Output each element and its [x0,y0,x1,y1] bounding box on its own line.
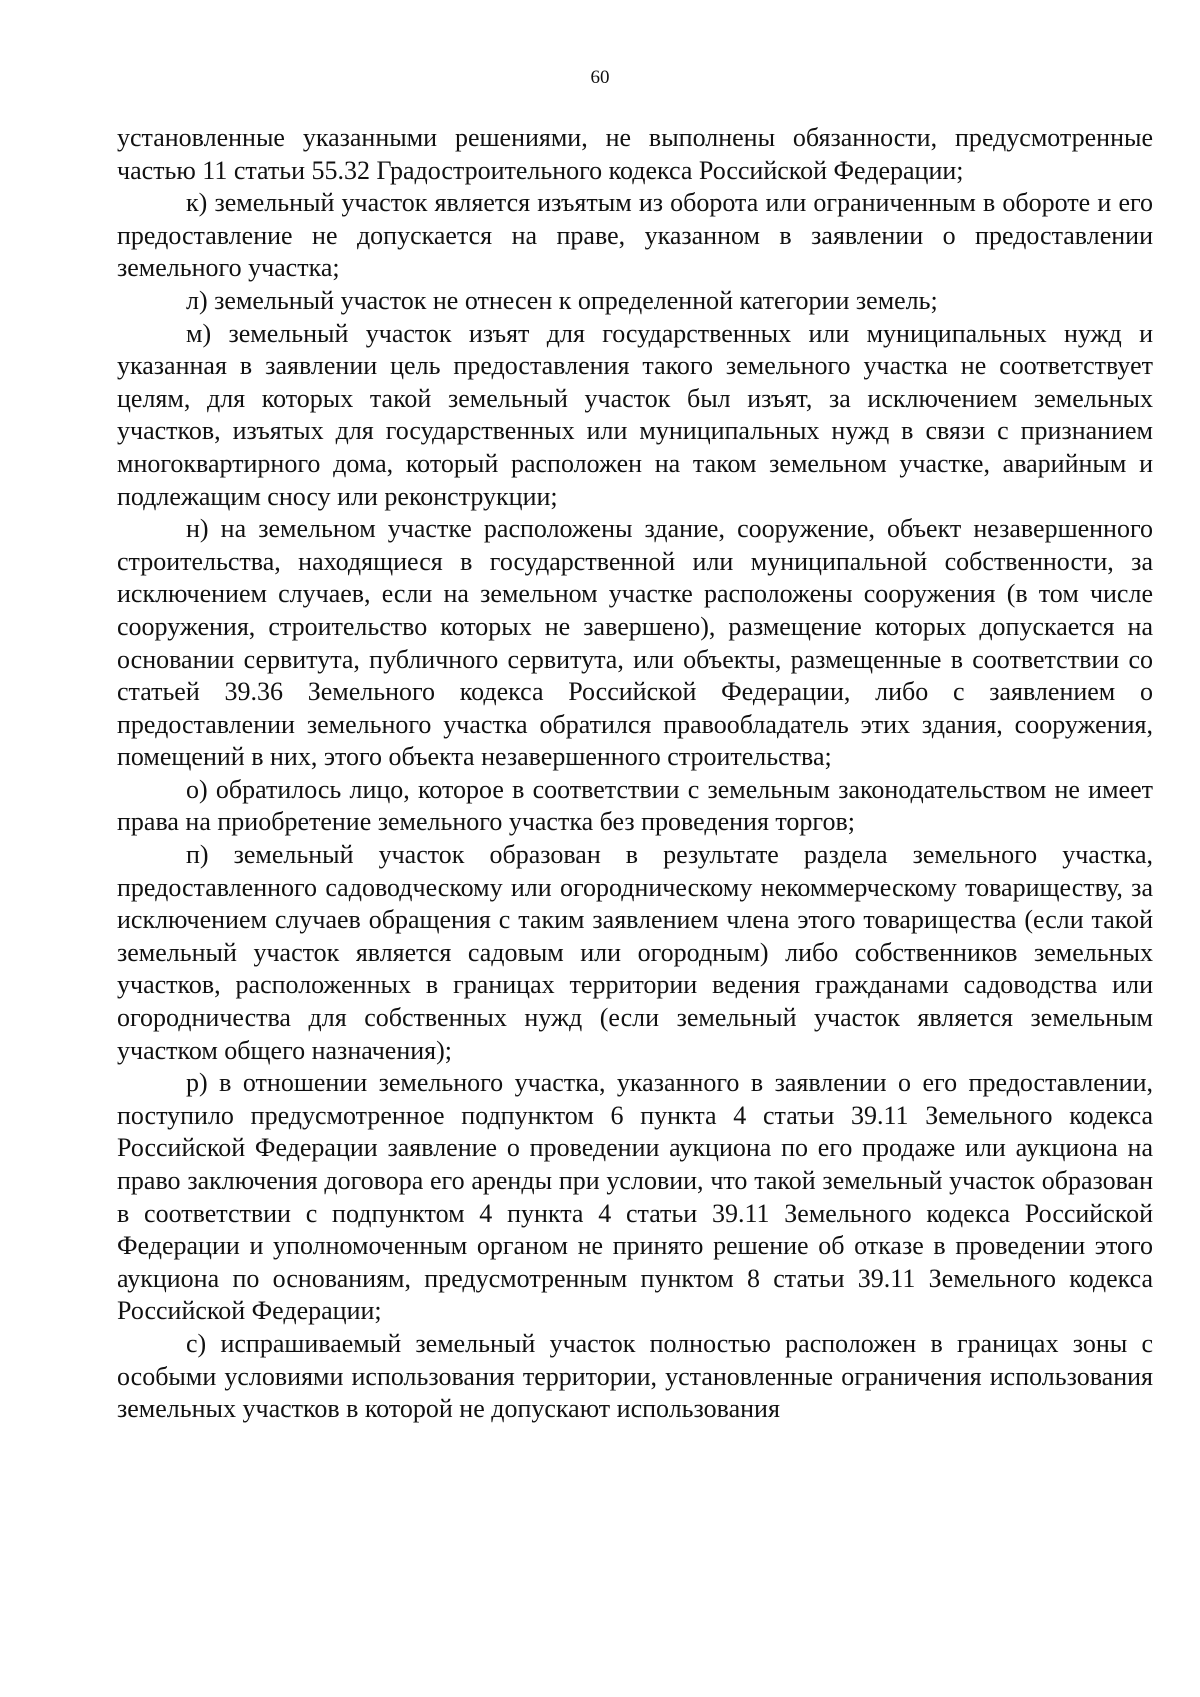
paragraph-item-p: п) земельный участок образован в результате раздела земельного участка, предоставленного садоводческому или огородническому некоммерческому товариществу, за исключением случаев обращения с таким заявлением члена этого товарищества (если такой земельный участок является садовым или огородным) либо собственников земельных участков, расположенных в границах территории ведения гражданами садоводства или огородничества для собственных нужд (если земельный участок является земельным участком общего назначения); [117,840,1153,1065]
paragraph-item-s: с) испрашиваемый земельный участок полностью расположен в границах зоны с особыми условиями использования территории, установленные ограничения использования земельных участков в которой не допускают использования [117,1328,1153,1424]
paragraph-item-l: л) земельный участок не отнесен к определенной категории земель; [186,285,938,315]
paragraph-item-m: м) земельный участок изъят для государственных или муниципальных нужд и указанная в заявлении цель предоставления такого земельного участка не соответствует целям, для которых такой земельный участок был изъят, за исключением земельных участков, изъятых для государственных или муниципальных нужд в связи с признанием многоквартирного дома, который расположен на таком земельном участке, аварийным и подлежащим сносу или реконструкции; [117,318,1153,511]
paragraph-item-k: к) земельный участок является изъятым из оборота или ограниченным в обороте и его предоставление не допускается на праве, указанном в заявлении о предоставлении земельного участка; [117,188,1153,283]
paragraph-continuation: установленные указанными решениями, не выполнены обязанности, предусмотренные частью 11 статьи 55.32 Градостроительного кодекса Российской Федерации; [117,123,1153,185]
paragraph-item-r: р) в отношении земельного участка, указанного в заявлении о его предоставлении, поступило предусмотренное подпунктом 6 пункта 4 статьи 39.11 Земельного кодекса Российской Федерации заявление о проведении аукциона по его продаже или аукциона на право заключения договора его аренды при условии, что такой земельный участок образован в соответствии с подпунктом 4 пункта 4 статьи 39.11 Земельного кодекса Российской Федерации и уполномоченным органом не принято решение об отказе в проведении этого аукциона по основаниям, предусмотренным пунктом 8 статьи 39.11 Земельного кодекса Российской Федерации; [117,1068,1153,1326]
paragraph-item-n: н) на земельном участке расположены здание, сооружение, объект незавершенного строительства, находящиеся в государственной или муниципальной собственности, за исключением случаев, если на земельном участке расположены сооружения (в том числе сооружения, строительство которых не завершено), размещение которых допускается на основании сервитута, публичного сервитута, или объекты, размещенные в соответствии со статьей 39.36 Земельного кодекса Российской Федерации, либо с заявлением о предоставлении земельного участка обратился правообладатель этих здания, сооружения, помещений в них, этого объекта незавершенного строительства; [117,514,1153,772]
document-body [117,122,1153,1426]
page-number: 60 [590,67,610,88]
paragraph-item-o: о) обратилось лицо, которое в соответствии с земельным законодательством не имеет права на приобретение земельного участка без проведения торгов; [117,774,1153,837]
